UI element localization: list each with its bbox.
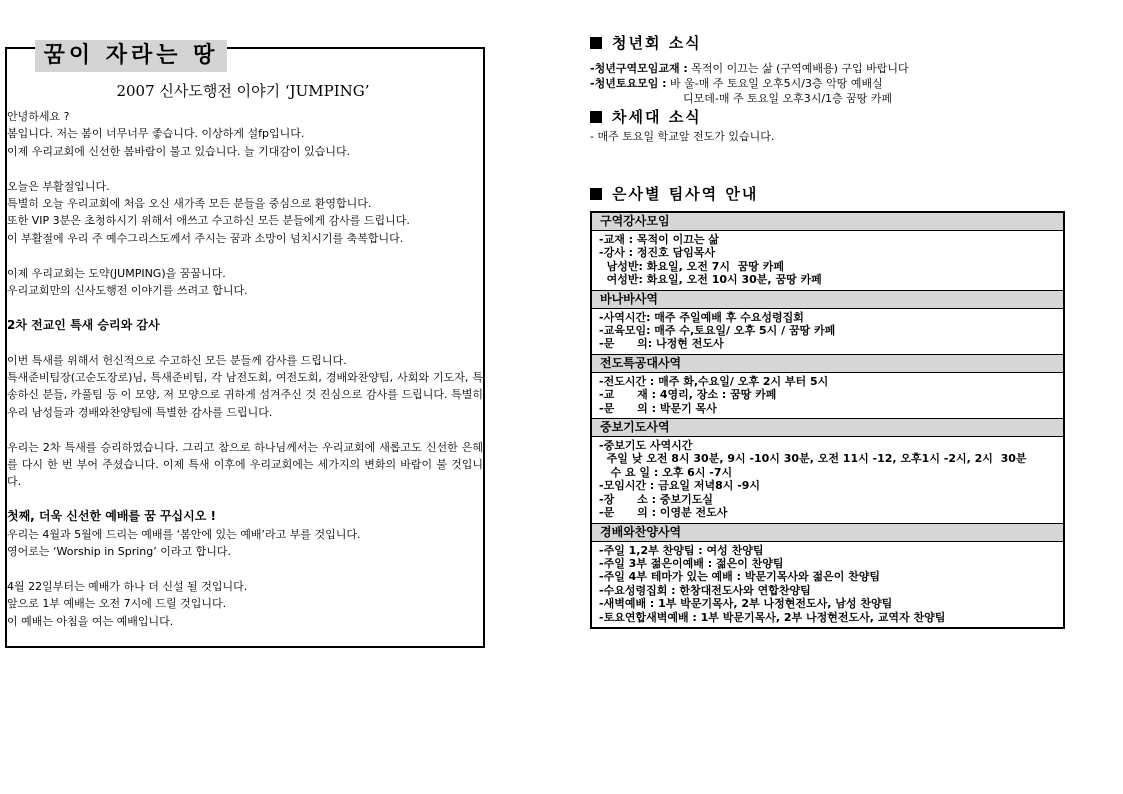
ministry-section [592,290,1063,354]
youth-section-title: 청년회 소식 [590,32,702,53]
ministry-line: 여성반: 화요일, 오전 10시 30분, 꿈땅 카페 [599,273,822,287]
ministry-section-lines [592,309,1063,354]
ministry-line: -문 의: 나정현 전도사 [599,337,724,351]
blank-line [7,491,483,508]
blank-line [7,421,483,438]
blank-line [7,160,483,177]
article-paragraph: 또한 VIP 3분은 초청하시기 위해서 애쓰고 수고하신 모든 분들에게 감사를 드립니다. [7,214,410,228]
ministry-line: 남성반: 화요일, 오전 7시 꿈땅 카페 [599,259,785,273]
ministry-table [590,211,1065,629]
ministry-line: -강사 : 정진호 담임목사 [599,246,716,260]
next-gen-section-title: 차세대 소식 [590,106,702,127]
article-paragraph: 우리는 2차 특새를 승리하였습니다. 그리고 참으로 하나님께서는 우리교회에 새롭고도 신선한 은혜를 다시 한 번 부어 주셨습니다. 이제 특새 이후에 우리교회에는 세가지의 변화의 바람이 불 것입니다. [7,440,483,489]
ministry-section-lines [592,373,1063,418]
ministry-line: -주일 4부 테마가 있는 예배 : 박문기목사와 젊은이 찬양팀 [599,570,881,584]
ministry-line: -교 재 : 4영리, 장소 : 꿈땅 카페 [599,388,777,402]
ministry-section-heading: 구역강사모임 [592,213,1063,231]
ministry-line: -전도시간 : 매주 화,수요일/ 오후 2시 부터 5시 [599,374,829,388]
article-body [7,108,483,630]
ministry-line: 수 요 일 : 오후 6시 -7시 [599,465,733,479]
ministry-section-heading: 바나바사역 [592,291,1063,309]
ministry-line: -교육모임: 매주 수,토요일/ 오후 5시 / 꿈땅 카페 [599,324,836,338]
ministry-line: -문 의 : 이영분 전도사 [599,506,728,520]
ministry-section [592,213,1063,290]
ministry-line: -문 의 : 박문기 목사 [599,401,717,415]
ministry-line: -주일 1,2부 찬양팀 : 여성 찬양팀 [599,543,764,557]
article-paragraph: 봄입니다. 저는 봄이 너무너무 좋습니다. 이상하게 설fp입니다. [7,127,305,141]
article-paragraph: 이 예배는 아침을 여는 예배입니다. [7,614,174,628]
ministry-section-heading: 경배와찬양사역 [592,524,1063,542]
youth-news: -청년구역모임교재 : 목적이 이끄는 삶 (구역예배용) 구입 바랍니다 -청년토요모임 : 바 울-매 주 토요일 오후5시/3층 악땅 예배실 디모데-매 주 토요일 오후3시/1층 꿈땅 카페 [590,62,909,105]
article-paragraph: 이제 우리교회에 신선한 봄바람이 불고 있습니다. 늘 기대감이 있습니다. [7,144,351,158]
article-paragraph: 영어로는 ‘Worship in Spring’ 이라고 합니다. [7,545,231,559]
ministry-section-lines [592,437,1063,522]
ministry-section [592,354,1063,418]
article-paragraph: 이 부활절에 우리 주 예수그리스도께서 주시는 꿈과 소망이 넘치시기를 축복합니다. [7,231,404,245]
ministry-line: -새벽예배 : 1부 박문기목사, 2부 나정현전도사, 남성 찬양팀 [599,597,893,611]
ministry-line: -수요성령집회 : 한창대전도사와 연합찬양팀 [599,583,811,597]
ministry-section-title: 은사별 팀사역 안내 [590,183,758,204]
ministry-line: -모임시간 : 금요일 저녁8시 -9시 [599,479,761,493]
next-gen-line: - 매주 토요일 학교앞 전도가 있습니다. [590,130,775,143]
article-headline: 2007 신사도행전 이야기 ‘JUMPING’ [116,82,370,100]
ministry-section [592,523,1063,627]
ministry-line: -교재 : 목적이 이끄는 삶 [599,233,719,246]
ministry-section-heading: 중보기도사역 [592,419,1063,437]
article-paragraph: 우리교회만의 신사도행전 이야기를 쓰려고 합니다. [7,284,248,298]
blank-line [7,247,483,264]
article-title: 꿈이 자라는 땅 [35,40,227,72]
ministry-section-lines [592,231,1063,290]
article-paragraph: 앞으로 1부 예배는 오전 7시에 드릴 것입니다. [7,597,227,611]
article-paragraph: 오늘은 부활절입니다. [7,179,110,193]
ministry-line: -장 소 : 중보기도실 [599,492,713,506]
article-paragraph: 특별히 오늘 우리교회에 처음 오신 새가족 모든 분들을 중심으로 환영합니다. [7,197,372,211]
article-paragraph: 이제 우리교회는 도약(JUMPING)을 꿈꿉니다. [7,266,226,280]
article-paragraph: 첫째, 더욱 신선한 예배를 꿈 꾸십시오 ! [7,509,216,524]
ministry-line: 주일 낮 오전 8시 30분, 9시 -10시 30분, 오전 11시 -12, 오후1시 -2시, 2시 30분 [599,452,1027,466]
article-paragraph: 안녕하세요 ? [7,110,70,123]
square-bullet-icon [590,111,602,123]
ministry-line: -주일 3부 젊은이예배 : 젊은이 찬양팀 [599,556,784,570]
ministry-section-heading: 전도특공대사역 [592,355,1063,373]
article-paragraph: 우리는 4월과 5월에 드리는 예배를 ‘봄안에 있는 예배’라고 부를 것입니다. [7,527,361,541]
article-paragraph: 2차 전교인 특새 승리와 감사 [7,317,160,332]
ministry-line: -토요연합새벽예배 : 1부 박문기목사, 2부 나정현전도사, 교역자 찬양팀 [599,610,946,624]
ministry-line: -사역시간: 매주 주일예배 후 수요성령집회 [599,310,804,324]
article-paragraph: 이번 특새를 위해서 헌신적으로 수고하신 모든 분들께 감사를 드립니다. [7,353,347,367]
article-paragraph: 4월 22일부터는 예배가 하나 더 신설 될 것입니다. [7,579,248,593]
ministry-section [592,418,1063,522]
square-bullet-icon [590,37,602,49]
blank-line [7,334,483,351]
article-paragraph: 특새준비팀장(고순도장로)님, 특새준비팀, 각 남전도회, 여전도회, 경배와찬양팀, 사회와 기도자, 특송하신 분들, 카풀팀 등 이 모양, 저 모양으로 귀하게 섬겨주신 것 진심으로 감사를 드립니다. 특별히 우리 남성들과 경배와찬양팀에 특별한 감사를 드립니다. [7,371,483,419]
ministry-line: -중보기도 사역시간 [599,439,693,453]
blank-line [7,299,483,316]
square-bullet-icon [590,188,602,200]
ministry-section-lines [592,542,1063,627]
blank-line [7,560,483,577]
